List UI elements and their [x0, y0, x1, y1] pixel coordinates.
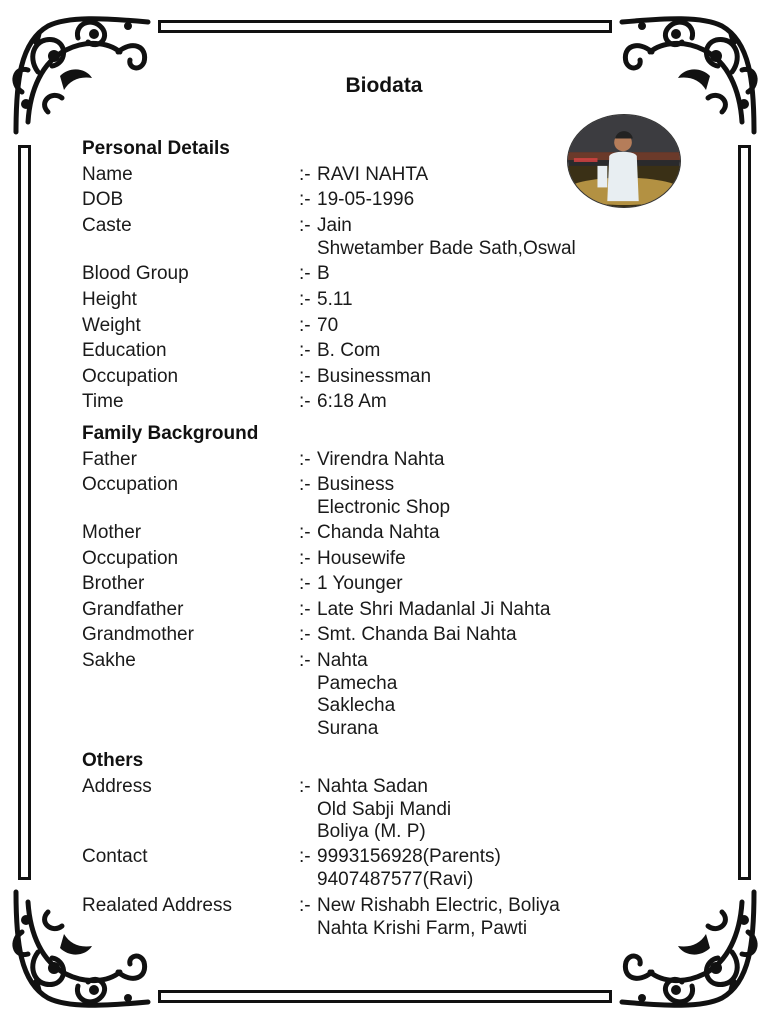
- detail-label: Time: [82, 391, 124, 412]
- detail-value: New Rishabh Electric, Boliya: [317, 895, 560, 916]
- detail-value: Nahta Sadan: [317, 776, 428, 797]
- detail-value: Businessman: [317, 366, 432, 387]
- detail-values: [317, 340, 380, 363]
- detail-separator: :-: [299, 776, 311, 797]
- section-heading-personal: Personal Details: [82, 138, 230, 159]
- section-heading-others: Others: [82, 750, 144, 771]
- detail-value: Jain: [317, 215, 352, 236]
- detail-label: Occupation: [82, 474, 179, 495]
- frame-bottom-bar: [158, 990, 612, 1003]
- page-title: Biodata: [345, 74, 423, 97]
- detail-values: [317, 599, 550, 622]
- detail-value: Saklecha: [317, 695, 396, 716]
- detail-values: [317, 624, 517, 647]
- detail-label: Height: [82, 289, 137, 310]
- detail-separator: :-: [299, 650, 311, 671]
- detail-value: Late Shri Madanlal Ji Nahta: [317, 599, 551, 620]
- detail-value: Virendra Nahta: [317, 449, 445, 470]
- detail-separator: :-: [299, 340, 311, 361]
- floral-corner-ornament-icon: [612, 884, 762, 1012]
- detail-values: [317, 289, 353, 312]
- detail-value: B: [317, 263, 330, 284]
- detail-value: 9993156928(Parents): [317, 846, 501, 867]
- detail-value: 9407487577(Ravi): [317, 868, 474, 890]
- detail-value: Boliya (M. P): [317, 821, 426, 842]
- detail-label: Grandmother: [82, 624, 194, 645]
- detail-separator: :-: [299, 164, 311, 185]
- detail-separator: :-: [299, 624, 311, 645]
- detail-value: Smt. Chanda Bai Nahta: [317, 624, 517, 645]
- detail-label: Caste: [82, 215, 132, 236]
- detail-separator: :-: [299, 474, 311, 495]
- detail-label: Realated Address: [82, 895, 232, 916]
- detail-label: Grandfather: [82, 599, 184, 620]
- detail-value: Old Sabji Mandi: [317, 798, 452, 820]
- detail-separator: :-: [299, 895, 311, 916]
- detail-label: Name: [82, 164, 133, 185]
- frame-right-bar: [738, 145, 751, 880]
- detail-values: [317, 650, 397, 740]
- detail-value: 5.11: [317, 289, 353, 310]
- detail-values: [317, 391, 387, 414]
- detail-values: [317, 263, 330, 286]
- detail-label: Weight: [82, 315, 141, 336]
- detail-value: 1 Younger: [317, 573, 403, 594]
- detail-values: [317, 449, 444, 472]
- detail-label: DOB: [82, 189, 124, 210]
- detail-value: 6:18 Am: [317, 391, 387, 412]
- detail-value: 19-05-1996: [317, 189, 415, 210]
- detail-separator: :-: [299, 315, 311, 336]
- detail-label: Address: [82, 776, 152, 797]
- detail-separator: :-: [299, 548, 311, 569]
- detail-values: [317, 548, 406, 571]
- detail-label: Father: [82, 449, 137, 470]
- detail-label: Contact: [82, 846, 148, 867]
- detail-separator: :-: [299, 846, 311, 867]
- detail-values: [317, 776, 451, 844]
- detail-value: Nahta Krishi Farm, Pawti: [317, 917, 528, 939]
- detail-value: Electronic Shop: [317, 496, 451, 518]
- detail-separator: :-: [299, 599, 311, 620]
- detail-values: [317, 164, 428, 187]
- detail-value: B. Com: [317, 340, 381, 361]
- detail-label: Occupation: [82, 548, 179, 569]
- detail-label: Education: [82, 340, 167, 361]
- detail-value: Housewife: [317, 548, 406, 569]
- detail-value: Pamecha: [317, 672, 398, 694]
- detail-values: [317, 189, 414, 212]
- detail-values: [317, 315, 338, 338]
- frame-left-bar: [18, 145, 31, 880]
- detail-values: [317, 573, 403, 596]
- detail-values: [317, 522, 440, 545]
- detail-label: Brother: [82, 573, 145, 594]
- detail-label: Blood Group: [82, 263, 189, 284]
- detail-separator: :-: [299, 263, 311, 284]
- detail-separator: :-: [299, 366, 311, 387]
- detail-values: [317, 895, 560, 940]
- detail-separator: :-: [299, 573, 311, 594]
- detail-value: Nahta: [317, 650, 368, 671]
- detail-label: Mother: [82, 522, 142, 543]
- detail-separator: :-: [299, 289, 311, 310]
- detail-separator: :-: [299, 189, 311, 210]
- detail-separator: :-: [299, 391, 311, 412]
- detail-separator: :-: [299, 215, 311, 236]
- detail-label: Sakhe: [82, 650, 136, 671]
- frame-top-bar: [158, 20, 612, 33]
- detail-value: Chanda Nahta: [317, 522, 440, 543]
- detail-value: Surana: [317, 717, 379, 739]
- detail-values: [317, 474, 450, 519]
- section-heading-family: Family Background: [82, 423, 259, 444]
- detail-value: Shwetamber Bade Sath,Oswal: [317, 237, 576, 259]
- detail-value: 70: [317, 315, 339, 336]
- detail-values: [317, 846, 501, 891]
- profile-photo: [567, 114, 681, 208]
- detail-values: [317, 215, 576, 260]
- detail-value: RAVI NAHTA: [317, 164, 429, 185]
- detail-separator: :-: [299, 522, 311, 543]
- detail-label: Occupation: [82, 366, 179, 387]
- detail-separator: :-: [299, 449, 311, 470]
- detail-values: [317, 366, 431, 389]
- detail-value: Business: [317, 474, 395, 495]
